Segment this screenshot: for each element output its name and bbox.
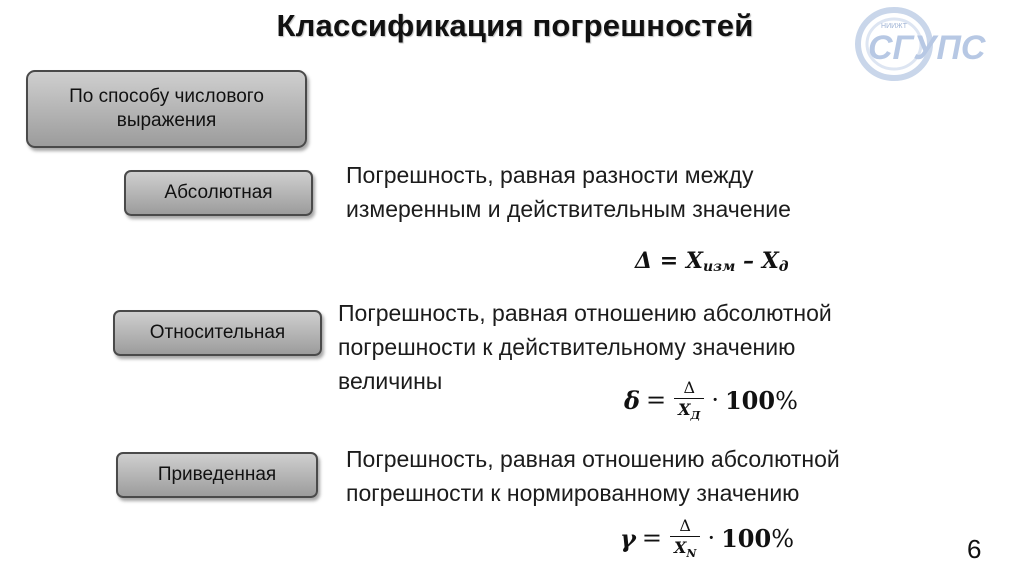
sgups-logo <box>846 4 1016 82</box>
formula-dot: · <box>707 524 716 553</box>
formula-sub2: д <box>778 259 789 275</box>
formula-fraction <box>674 378 704 422</box>
formula-lhs: γ <box>620 523 636 553</box>
relative-error-formula <box>624 378 798 422</box>
type-box-reduced <box>116 452 318 498</box>
category-box <box>26 70 307 148</box>
fraction-numerator: Δ <box>679 516 691 535</box>
absolute-description <box>346 158 791 226</box>
formula-x2: X <box>761 248 779 274</box>
formula-minus: – <box>743 248 755 274</box>
description-line: Погрешность, равная отношению абсолютной <box>346 446 840 472</box>
reduced-error-formula <box>620 516 794 560</box>
formula-eq: = <box>646 386 667 415</box>
formula-fraction <box>670 516 700 560</box>
page-title: Классификация погрешностей <box>276 8 754 43</box>
description-line: Погрешность, равная отношению абсолютной <box>338 300 832 326</box>
formula-eq: = <box>641 524 662 553</box>
logo-small-text: НИИЖТ <box>881 23 907 30</box>
fraction-numerator: Δ <box>683 378 695 397</box>
absolute-error-formula <box>635 248 789 275</box>
description-line: величины <box>338 368 443 395</box>
description-line: погрешности к нормированному значению <box>346 480 800 507</box>
formula-x1: X <box>685 248 703 274</box>
formula-sub1: изм <box>702 259 736 275</box>
fraction-denominator: $X_N$ <box>670 536 700 560</box>
description-line: погрешности к действительному значению <box>338 334 796 361</box>
fraction-denominator: $X_Д$ <box>674 398 704 422</box>
formula-lhs: δ <box>624 385 641 415</box>
type-label: Абсолютная <box>164 182 273 204</box>
reduced-description <box>346 442 840 510</box>
category-box-label: По способу числового выражения <box>69 86 264 131</box>
logo-text: СГУПС <box>868 29 986 67</box>
formula-percent: 100% <box>721 523 794 553</box>
page-number: 6 <box>967 534 982 564</box>
type-label: Относительная <box>149 322 286 344</box>
formula-dot: · <box>711 386 719 415</box>
type-box-relative <box>113 310 322 356</box>
formula-percent: 100% <box>724 385 798 415</box>
type-label: Приведенная <box>157 464 277 486</box>
description-line: измеренным и действительным значение <box>346 196 791 223</box>
formula-eq: = <box>659 248 679 274</box>
description-line: Погрешность, равная разности между <box>346 162 754 188</box>
formula-lhs: Δ <box>635 248 653 274</box>
type-box-absolute <box>124 170 313 216</box>
